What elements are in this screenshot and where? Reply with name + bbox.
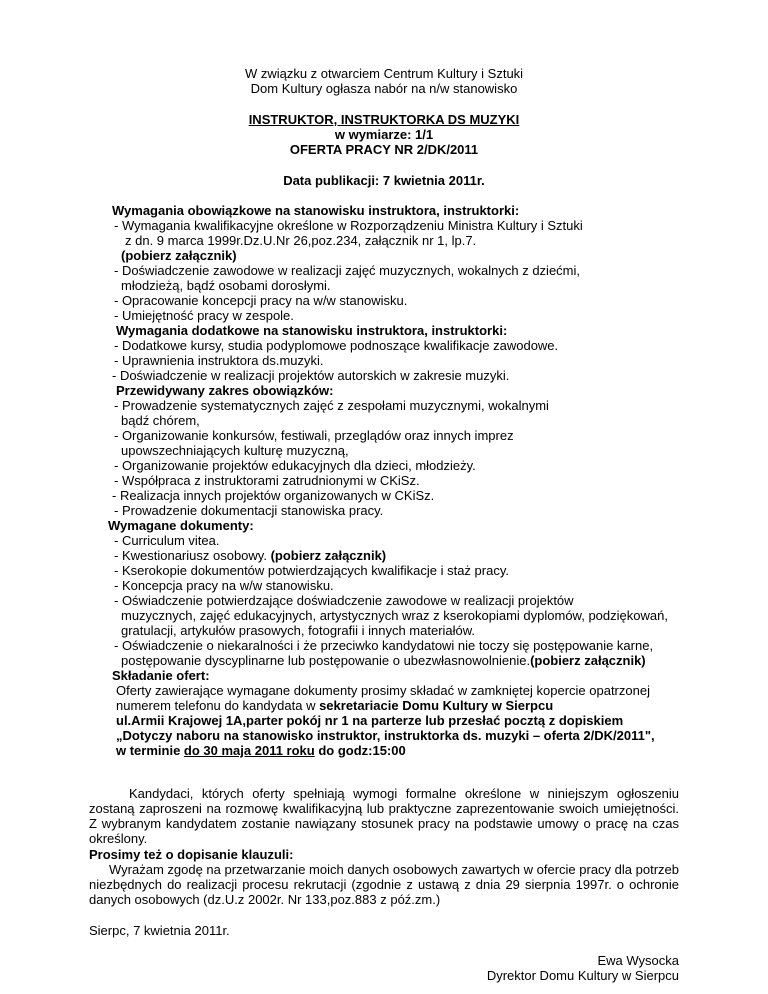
- additional-item: - Uprawnienia instruktora ds.muzyki.: [114, 353, 324, 368]
- duties-heading: Przewidywany zakres obowiązków:: [116, 383, 334, 398]
- document-item-cont: muzycznych, zajęć edukacyjnych, artystycznych wraz z kserokopiami dyplomów, podziękowań,: [121, 608, 668, 623]
- mandatory-item: - Doświadczenie zawodowe w realizacji zajęć muzycznych, wokalnych z dziećmi,: [114, 263, 581, 278]
- clause-heading: Prosimy też o dopisanie klauzuli:: [89, 847, 294, 862]
- duty-item-cont: bądź chórem,: [121, 413, 200, 428]
- submission-address: ul.Armii Krajowej 1A,parter pokój nr 1 na parterze lub przesłać pocztą z dopiskiem: [116, 713, 624, 728]
- mandatory-item: - Opracowanie koncepcji pracy na w/w stanowisku.: [114, 293, 408, 308]
- workload: w wymiarze: 1/1: [334, 127, 434, 142]
- duty-item: - Prowadzenie dokumentacji stanowiska pracy.: [114, 503, 384, 518]
- attachment-link[interactable]: (pobierz załącznik): [121, 248, 237, 263]
- intro-line-1: W związku z otwarciem Centrum Kultury i Sztuki: [244, 66, 524, 81]
- deadline-time: do godz:15:00: [314, 743, 406, 758]
- offer-number: OFERTA PRACY NR 2/DK/2011: [289, 142, 479, 157]
- mandatory-heading: Wymagania obowiązkowe na stanowisku instruktora, instruktorki:: [112, 203, 520, 218]
- signer-name: Ewa Wysocka: [597, 953, 679, 968]
- office-name: sekretariacie Domu Kultury w Sierpcu: [319, 698, 554, 713]
- position-title: INSTRUKTOR, INSTRUKTORKA DS MUZYKI: [248, 112, 520, 127]
- document-item: - Kserokopie dokumentów potwierdzających kwalifikacje i staż pracy.: [114, 563, 509, 578]
- document-item-cont: gratulacji, artykułów prasowych, fotografii i innych materiałów.: [121, 623, 476, 638]
- signer-title: Dyrektor Domu Kultury w Sierpcu: [486, 968, 679, 983]
- attachment-link[interactable]: (pobierz załącznik): [270, 548, 387, 563]
- document-item-text: postępowanie dyscyplinarne lub postępowanie o ubezwłasnowolnienie.: [121, 653, 531, 668]
- deadline-date: do 30 maja 2011 roku: [183, 743, 315, 758]
- document-item: - Curriculum vitea.: [114, 533, 220, 548]
- duty-item: - Organizowanie projektów edukacyjnych dla dzieci, młodzieży.: [114, 458, 476, 473]
- intro-line-2: Dom Kultury ogłasza nabór na n/w stanowisko: [250, 81, 518, 96]
- attachment-link[interactable]: (pobierz załącznik): [530, 653, 646, 668]
- submission-heading: Składanie ofert:: [112, 668, 210, 683]
- mandatory-item-cont: z dn. 9 marca 1999r.Dz.U.Nr 26,poz.234, załącznik nr 1, lp.7.: [125, 233, 477, 248]
- document-item-cont: [121, 653, 646, 668]
- document-item: - Koncepcja pracy na w/w stanowisku.: [114, 578, 334, 593]
- document-item-text: - Kwestionariusz osobowy.: [114, 548, 267, 563]
- submission-line: [116, 698, 553, 713]
- duty-item: - Współpraca z instruktorami zatrudnionymi w CKiSz.: [114, 473, 420, 488]
- duty-item-cont: upowszechniających kulturę muzyczną,: [121, 443, 349, 458]
- document-item: [114, 548, 386, 563]
- mandatory-item: - Wymagania kwalifikacyjne określone w Rozporządzeniu Ministra Kultury i Sztuki: [114, 218, 583, 233]
- mandatory-item: - Umiejętność pracy w zespole.: [114, 308, 294, 323]
- duty-item: - Organizowanie konkursów, festiwali, przeglądów oraz innych imprez: [114, 428, 514, 443]
- additional-heading: Wymagania dodatkowe na stanowisku instruktora, instruktorki:: [116, 323, 508, 338]
- deadline-prefix: w terminie: [116, 743, 184, 758]
- candidates-paragraph: Kandydaci, których oferty spełniają wymogi formalne określone w niniejszym ogłoszeniu zostaną zaproszeni na rozmowę kwalifikacyjną lub praktyczne zaprezentowanie swoich umiejętności. Z wybranym kandydatem zostanie nawiązany stosunek pracy na podstawie umowy o pracę na czas określony.: [89, 786, 679, 846]
- place-date: Sierpc, 7 kwietnia 2011r.: [89, 923, 230, 938]
- consent-clause: Wyrażam zgodę na przetwarzanie moich danych osobowych zawartych w ofercie pracy dla potrzeb niezbędnych do realizacji procesu rekrutacji (zgodnie z ustawą z dnia 29 sierpnia 1997r. o ochronie danych osobowych (dz.U.z 2002r. Nr 133,poz.883 z póź.zm.): [89, 862, 679, 907]
- document-item: - Oświadczenie potwierdzające doświadczenie zawodowe w realizacji projektów: [114, 593, 574, 608]
- document-item: - Oświadczenie o niekaralności i że przeciwko kandydatowi nie toczy się postępowanie karne,: [114, 638, 654, 653]
- mandatory-item-cont: młodzieżą, bądź osobami dorosłymi.: [121, 278, 331, 293]
- duty-item: - Prowadzenie systematycznych zajęć z zespołami muzycznymi, wokalnymi: [114, 398, 549, 413]
- submission-text: numerem telefonu do kandydata w: [116, 698, 320, 713]
- additional-item: - Doświadczenie w realizacji projektów autorskich w zakresie muzyki.: [112, 368, 510, 383]
- publication-date: Data publikacji: 7 kwietnia 2011r.: [283, 173, 485, 188]
- submission-deadline: [116, 743, 406, 758]
- submission-line: Oferty zawierające wymagane dokumenty prosimy składać w zamkniętej kopercie opatrzonej: [116, 683, 650, 698]
- duty-item: - Realizacja innych projektów organizowanych w CKiSz.: [112, 488, 435, 503]
- documents-heading: Wymagane dokumenty:: [108, 518, 254, 533]
- submission-annotation: „Dotyczy naboru na stanowisko instruktor, instruktorka ds. muzyki – oferta 2/DK/2011",: [116, 728, 655, 743]
- additional-item: - Dodatkowe kursy, studia podyplomowe podnoszące kwalifikacje zawodowe.: [114, 338, 559, 353]
